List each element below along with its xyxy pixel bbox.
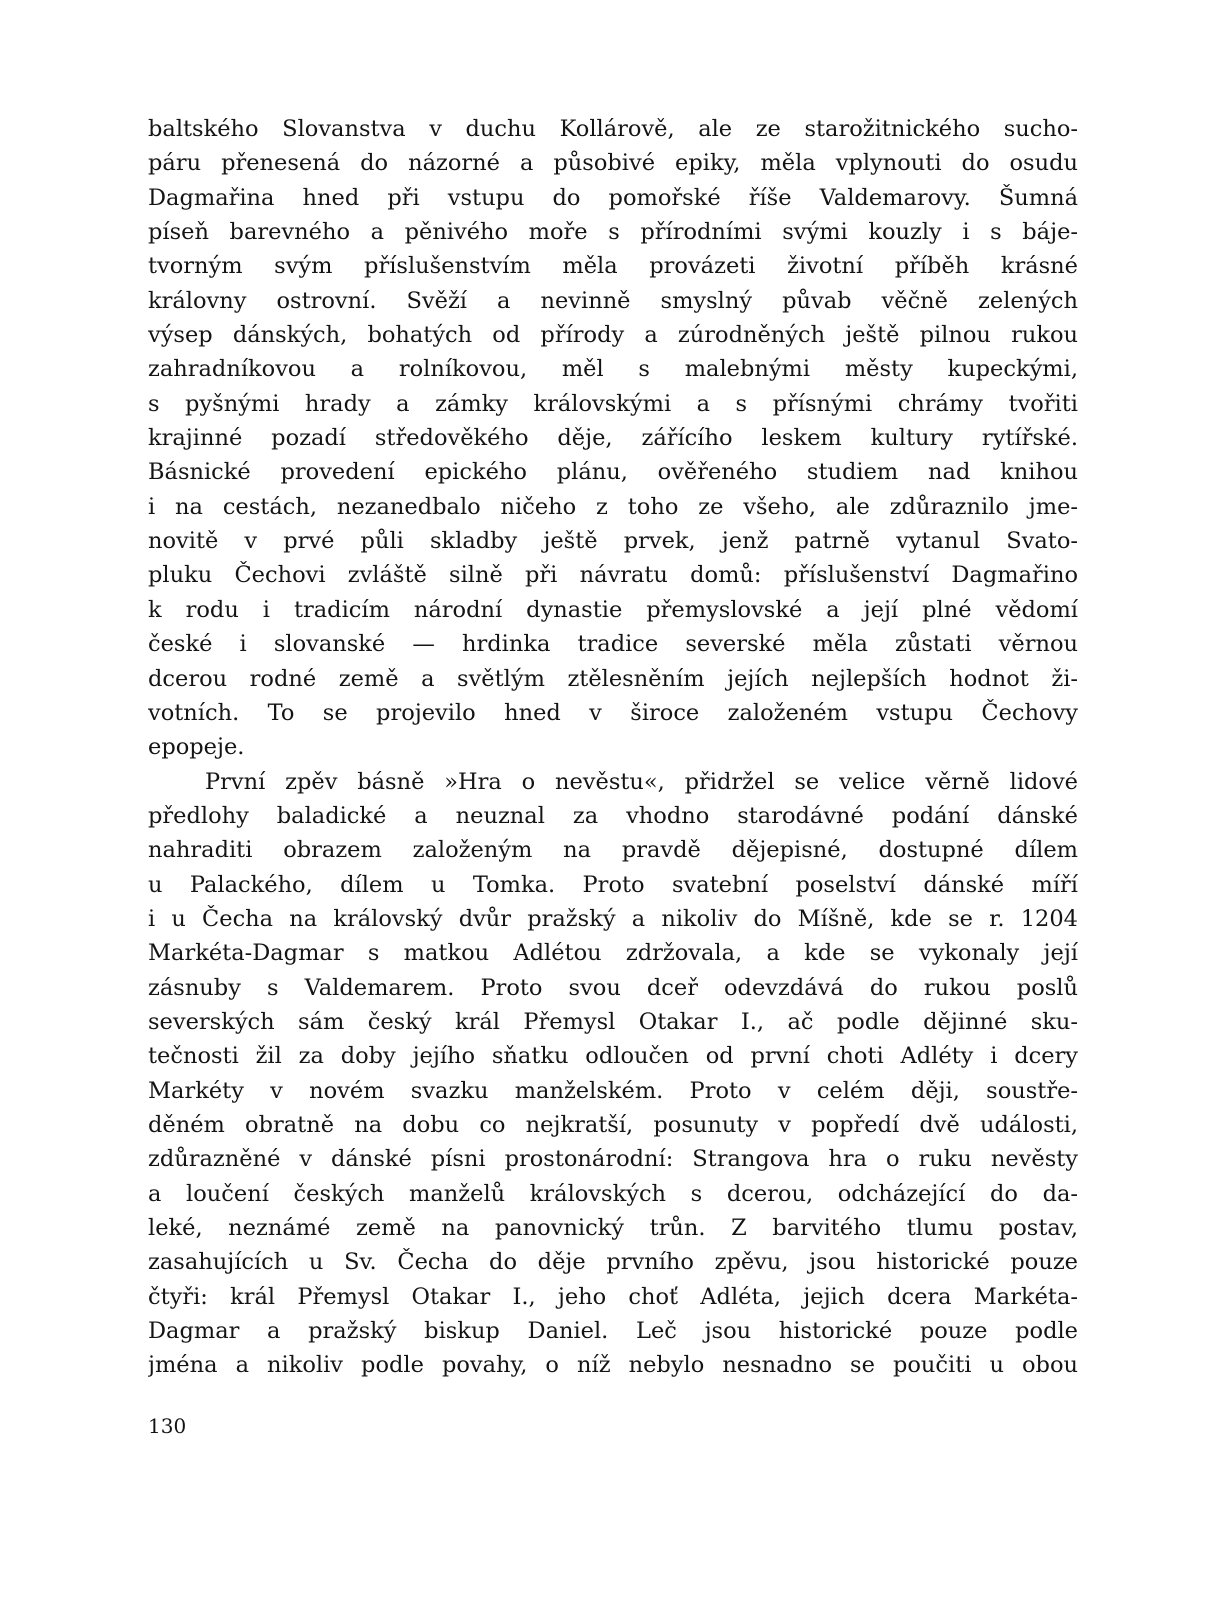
text-line: jména a nikoliv podle povahy, o níž nebylo nesnadno se poučiti u obou	[148, 1352, 1078, 1379]
text-line: Dagmar a pražský biskup Daniel. Leč jsou historické pouze podle	[148, 1318, 1078, 1345]
text-line: epopeje.	[148, 734, 245, 761]
text-line: píseň barevného a pěnivého moře s přírodními svými kouzly i s báje-	[148, 219, 1078, 246]
text-line: dcerou rodné země a světlým ztělesněním jejích nejlepších hodnot ži-	[148, 665, 1078, 692]
body-text	[148, 112, 1078, 1383]
page-number: 130	[148, 1414, 187, 1438]
text-line: tvorným svým příslušenstvím měla provázeti životní příběh krásné	[148, 253, 1078, 280]
paragraph	[148, 112, 1078, 765]
text-line: i na cestách, nezanedbalo ničeho z toho ze všeho, ale zdůraznilo jme-	[148, 493, 1078, 520]
text-line: tečnosti žil za doby jejího sňatku odloučen od první choti Adléty i dcery	[148, 1043, 1078, 1070]
text-line: Dagmařina hned při vstupu do pomořské říše Valdemarovy. Šumná	[148, 184, 1078, 211]
text-line: krajinné pozadí středověkého děje, zářícího leskem kultury rytířské.	[148, 425, 1078, 452]
text-line: zdůrazněné v dánské písni prostonárodní: Strangova hra o ruku nevěsty	[148, 1146, 1078, 1173]
text-line: výsep dánských, bohatých od přírody a zúrodněných ještě pilnou rukou	[148, 322, 1078, 349]
text-line: Básnické provedení epického plánu, ověřeného studiem nad knihou	[148, 459, 1078, 486]
paragraph	[148, 765, 1078, 1383]
text-line: Markéty v novém svazku manželském. Proto v celém ději, soustře-	[148, 1077, 1078, 1104]
text-line: leké, neznámé země na panovnický trůn. Z barvitého tlumu postav,	[148, 1215, 1078, 1241]
text-line: k rodu i tradicím národní dynastie přemyslovské a její plné vědomí	[148, 596, 1078, 623]
text-line: Markéta-Dagmar s matkou Adlétou zdržovala, a kde se vykonaly její	[148, 940, 1078, 967]
text-line: novitě v prvé půli skladby ještě prvek, jenž patrně vytanul Svato-	[148, 528, 1078, 555]
text-line: zahradníkovou a rolníkovou, měl s malebnými městy kupeckými,	[148, 356, 1078, 383]
text-line: děném obratně na dobu co nejkratší, posunuty v popředí dvě události,	[148, 1111, 1078, 1138]
text-line: s pyšnými hrady a zámky královskými a s přísnými chrámy tvořiti	[148, 390, 1078, 417]
text-line: i u Čecha na královský dvůr pražský a nikoliv do Míšně, kde se r. 1204	[148, 905, 1078, 932]
text-line: severských sám český král Přemysl Otakar I., ač podle dějinné sku-	[148, 1008, 1078, 1035]
text-line: královny ostrovní. Svěží a nevinně smyslný půvab věčně zelených	[148, 287, 1078, 314]
text-line: a loučení českých manželů královských s dcerou, odcházející do da-	[148, 1180, 1078, 1207]
text-line: pluku Čechovi zvláště silně při návratu domů: příslušenství Dagmařino	[148, 562, 1078, 589]
text-line: nahraditi obrazem založeným na pravdě dějepisné, dostupné dílem	[148, 837, 1078, 864]
text-line: baltského Slovanstva v duchu Kollárově, ale ze starožitnického sucho-	[148, 116, 1078, 142]
text-line: předlohy baladické a neuznal za vhodno starodávné podání dánské	[148, 802, 1078, 829]
text-line: páru přenesená do názorné a působivé epiky, měla vplynouti do osudu	[148, 150, 1078, 177]
text-line: u Palackého, dílem u Tomka. Proto svatební poselství dánské míří	[148, 871, 1078, 898]
text-line: votních. To se projevilo hned v široce založeném vstupu Čechovy	[148, 699, 1078, 726]
text-line: zasahujících u Sv. Čecha do děje prvního zpěvu, jsou historické pouze	[148, 1249, 1078, 1276]
text-line: české i slovanské — hrdinka tradice severské měla zůstati věrnou	[148, 631, 1078, 658]
text-line: První zpěv básně »Hra o nevěstu«, přidržel se velice věrně lidové	[205, 768, 1078, 795]
text-line: zásnuby s Valdemarem. Proto svou dceř odevzdává do rukou poslů	[148, 974, 1078, 1001]
text-line: čtyři: král Přemysl Otakar I., jeho choť Adléta, jejich dcera Markéta-	[148, 1283, 1078, 1310]
